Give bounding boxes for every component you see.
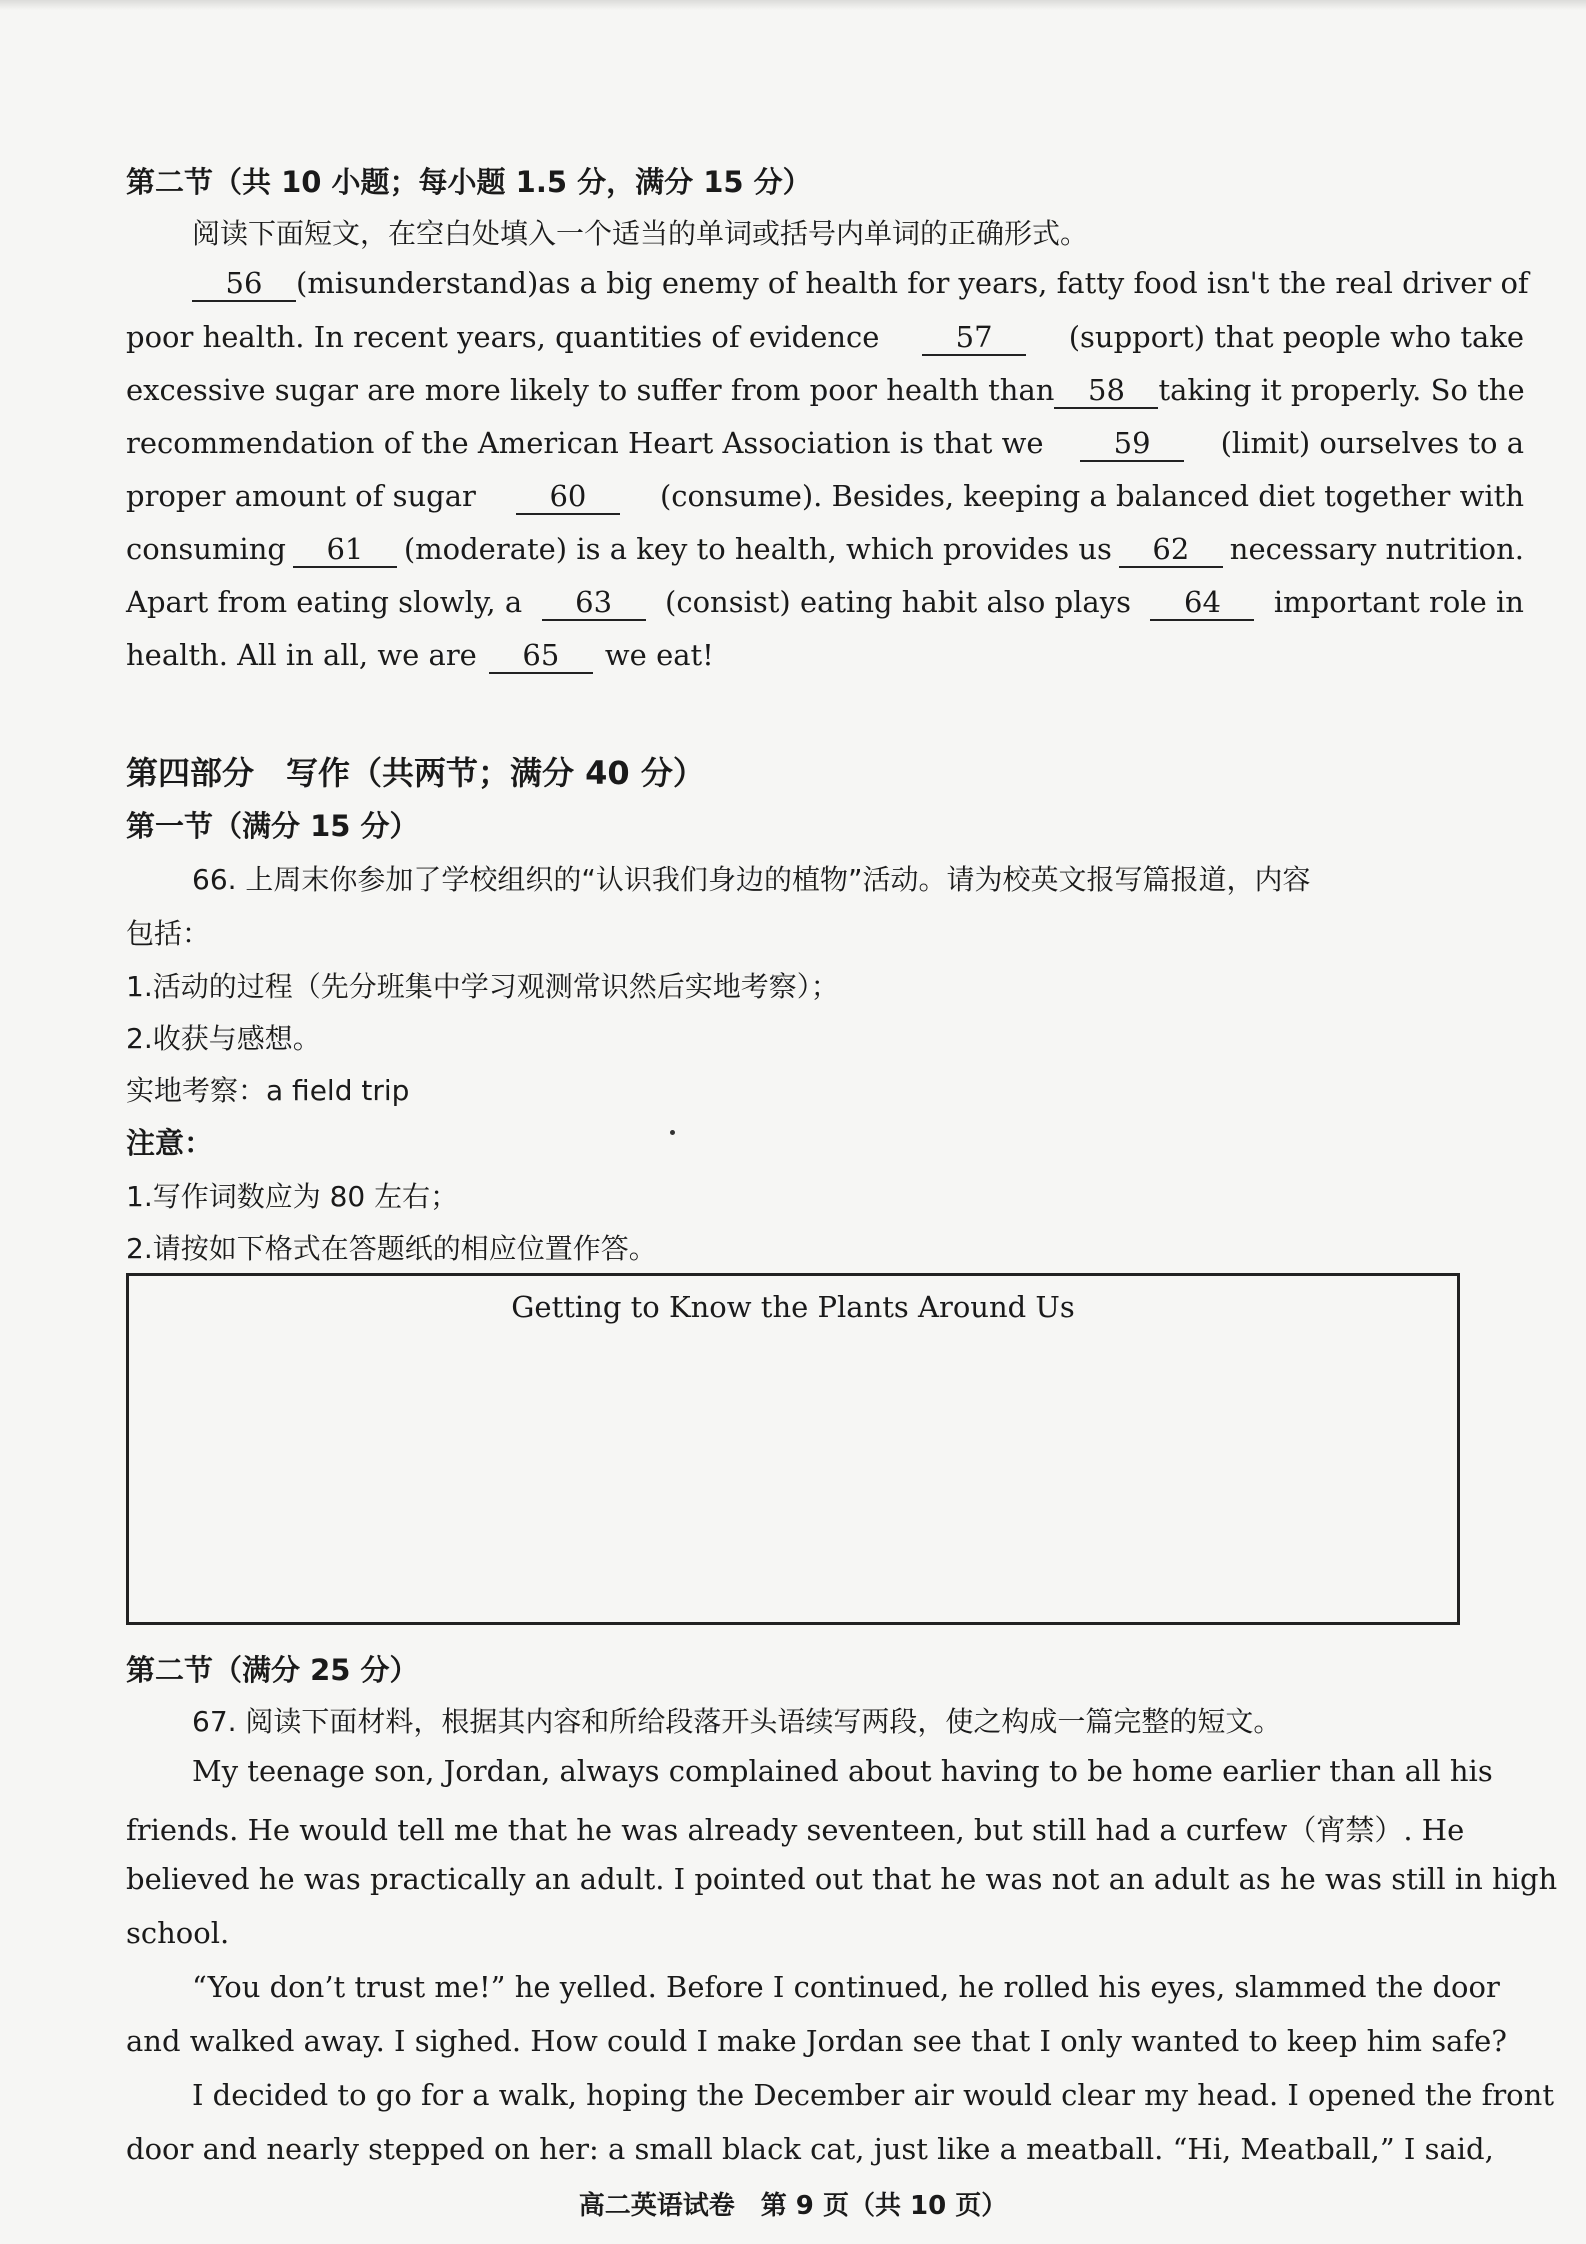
cloze-text: Apart from eating slowly, a <box>126 585 523 619</box>
blank-65: 65 <box>489 638 593 674</box>
story-line: believed he was practically an adult. I pointed out that he was not an adult as he was still in high <box>126 1862 1558 1896</box>
q66-item1: 1.活动的过程（先分班集中学习观测常识然后实地考察）； <box>126 970 839 1003</box>
cloze-text: we eat! <box>604 638 714 672</box>
blank-64: 64 <box>1150 585 1254 621</box>
cloze-text: consuming <box>126 532 286 566</box>
cloze-text: excessive sugar are more likely to suffer from poor health than <box>126 373 1055 407</box>
story-line: door and nearly stepped on her: a small black cat, just like a meatball. “Hi, Meatball,” I said, <box>126 2132 1494 2166</box>
cloze-text: proper amount of sugar <box>126 479 476 513</box>
cloze-text: (misunderstand)as a big enemy of health for years, fatty food isn't the real driver of <box>296 266 1529 300</box>
cloze-text: (support) that people who take <box>1068 320 1524 354</box>
blank-59: 59 <box>1080 426 1184 462</box>
cloze-text: recommendation of the American Heart Association is that we <box>126 426 1044 460</box>
q67-instruction: 67. 阅读下面材料，根据其内容和所给段落开头语续写两段，使之构成一篇完整的短文。 <box>192 1705 1282 1738</box>
part4-sub1-heading: 第一节（满分 15 分） <box>126 809 419 843</box>
cloze-text: health. All in all, we are <box>126 638 477 672</box>
blank-62: 62 <box>1119 532 1223 568</box>
story-line: My teenage son, Jordan, always complained about having to be home earlier than all his <box>192 1754 1493 1788</box>
cloze-text: poor health. In recent years, quantities of evidence <box>126 320 880 354</box>
cloze-line-6 <box>126 532 1524 568</box>
blank-61: 61 <box>293 532 397 568</box>
cloze-text: (consist) eating habit also plays <box>665 585 1131 619</box>
cloze-line-8 <box>126 638 1524 674</box>
cloze-line-3 <box>126 373 1524 409</box>
blank-63: 63 <box>542 585 646 621</box>
blank-57: 57 <box>922 320 1026 356</box>
story-line: friends. He would tell me that he was already seventeen, but still had a curfew（宵禁）. He <box>126 1813 1465 1847</box>
cloze-text: (limit) ourselves to a <box>1220 426 1524 460</box>
blank-56: 56 <box>192 266 296 302</box>
q66-line2: 包括： <box>126 917 211 950</box>
cloze-line-1 <box>192 266 1529 302</box>
part4-heading: 第四部分 写作（共两节；满分 40 分） <box>126 754 705 792</box>
page-footer: 高二英语试卷 第 9 页（共 10 页） <box>578 2191 1008 2221</box>
story-line: and walked away. I sighed. How could I make Jordan see that I only wanted to keep him safe? <box>126 2024 1507 2058</box>
blank-60: 60 <box>516 479 620 515</box>
essay-title: Getting to Know the Plants Around Us <box>511 1290 1075 1324</box>
note-2: 2.请按如下格式在答题纸的相应位置作答。 <box>126 1232 657 1265</box>
story-line: I decided to go for a walk, hoping the December air would clear my head. I opened the front <box>192 2078 1554 2112</box>
section2-instruction: 阅读下面短文，在空白处填入一个适当的单词或括号内单词的正确形式。 <box>192 217 1089 250</box>
cloze-text: necessary nutrition. <box>1229 532 1524 566</box>
cloze-text: taking it properly. So the <box>1158 373 1525 407</box>
story-line: “You don’t trust me!” he yelled. Before I continued, he rolled his eyes, slammed the door <box>192 1970 1500 2004</box>
part4-sub2-heading: 第二节（满分 25 分） <box>126 1653 419 1687</box>
cloze-line-4 <box>126 426 1524 462</box>
q66-item2: 2.收获与感想。 <box>126 1022 321 1055</box>
story-line: school. <box>126 1916 230 1950</box>
story-text <box>126 1754 1558 2186</box>
blank-58: 58 <box>1054 373 1158 409</box>
scan-speck <box>670 1130 675 1135</box>
note-1: 1.写作词数应为 80 左右； <box>126 1180 459 1213</box>
essay-answer-box <box>126 1273 1460 1625</box>
q66-hint: 实地考察：a field trip <box>126 1074 410 1107</box>
scan-top-edge <box>0 0 1586 10</box>
cloze-text: (moderate) is a key to health, which provides us <box>403 532 1112 566</box>
q66-line1: 66. 上周末你参加了学校组织的“认识我们身边的植物”活动。请为校英文报写篇报道，内容 <box>192 863 1311 896</box>
cloze-text: important role in <box>1273 585 1524 619</box>
cloze-line-7 <box>126 585 1524 621</box>
section2-heading: 第二节（共 10 小题；每小题 1.5 分，满分 15 分） <box>126 165 812 199</box>
note-label: 注意： <box>126 1126 214 1160</box>
cloze-line-5 <box>126 479 1524 515</box>
cloze-text: (consume). Besides, keeping a balanced diet together with <box>659 479 1524 513</box>
cloze-line-2 <box>126 320 1524 356</box>
